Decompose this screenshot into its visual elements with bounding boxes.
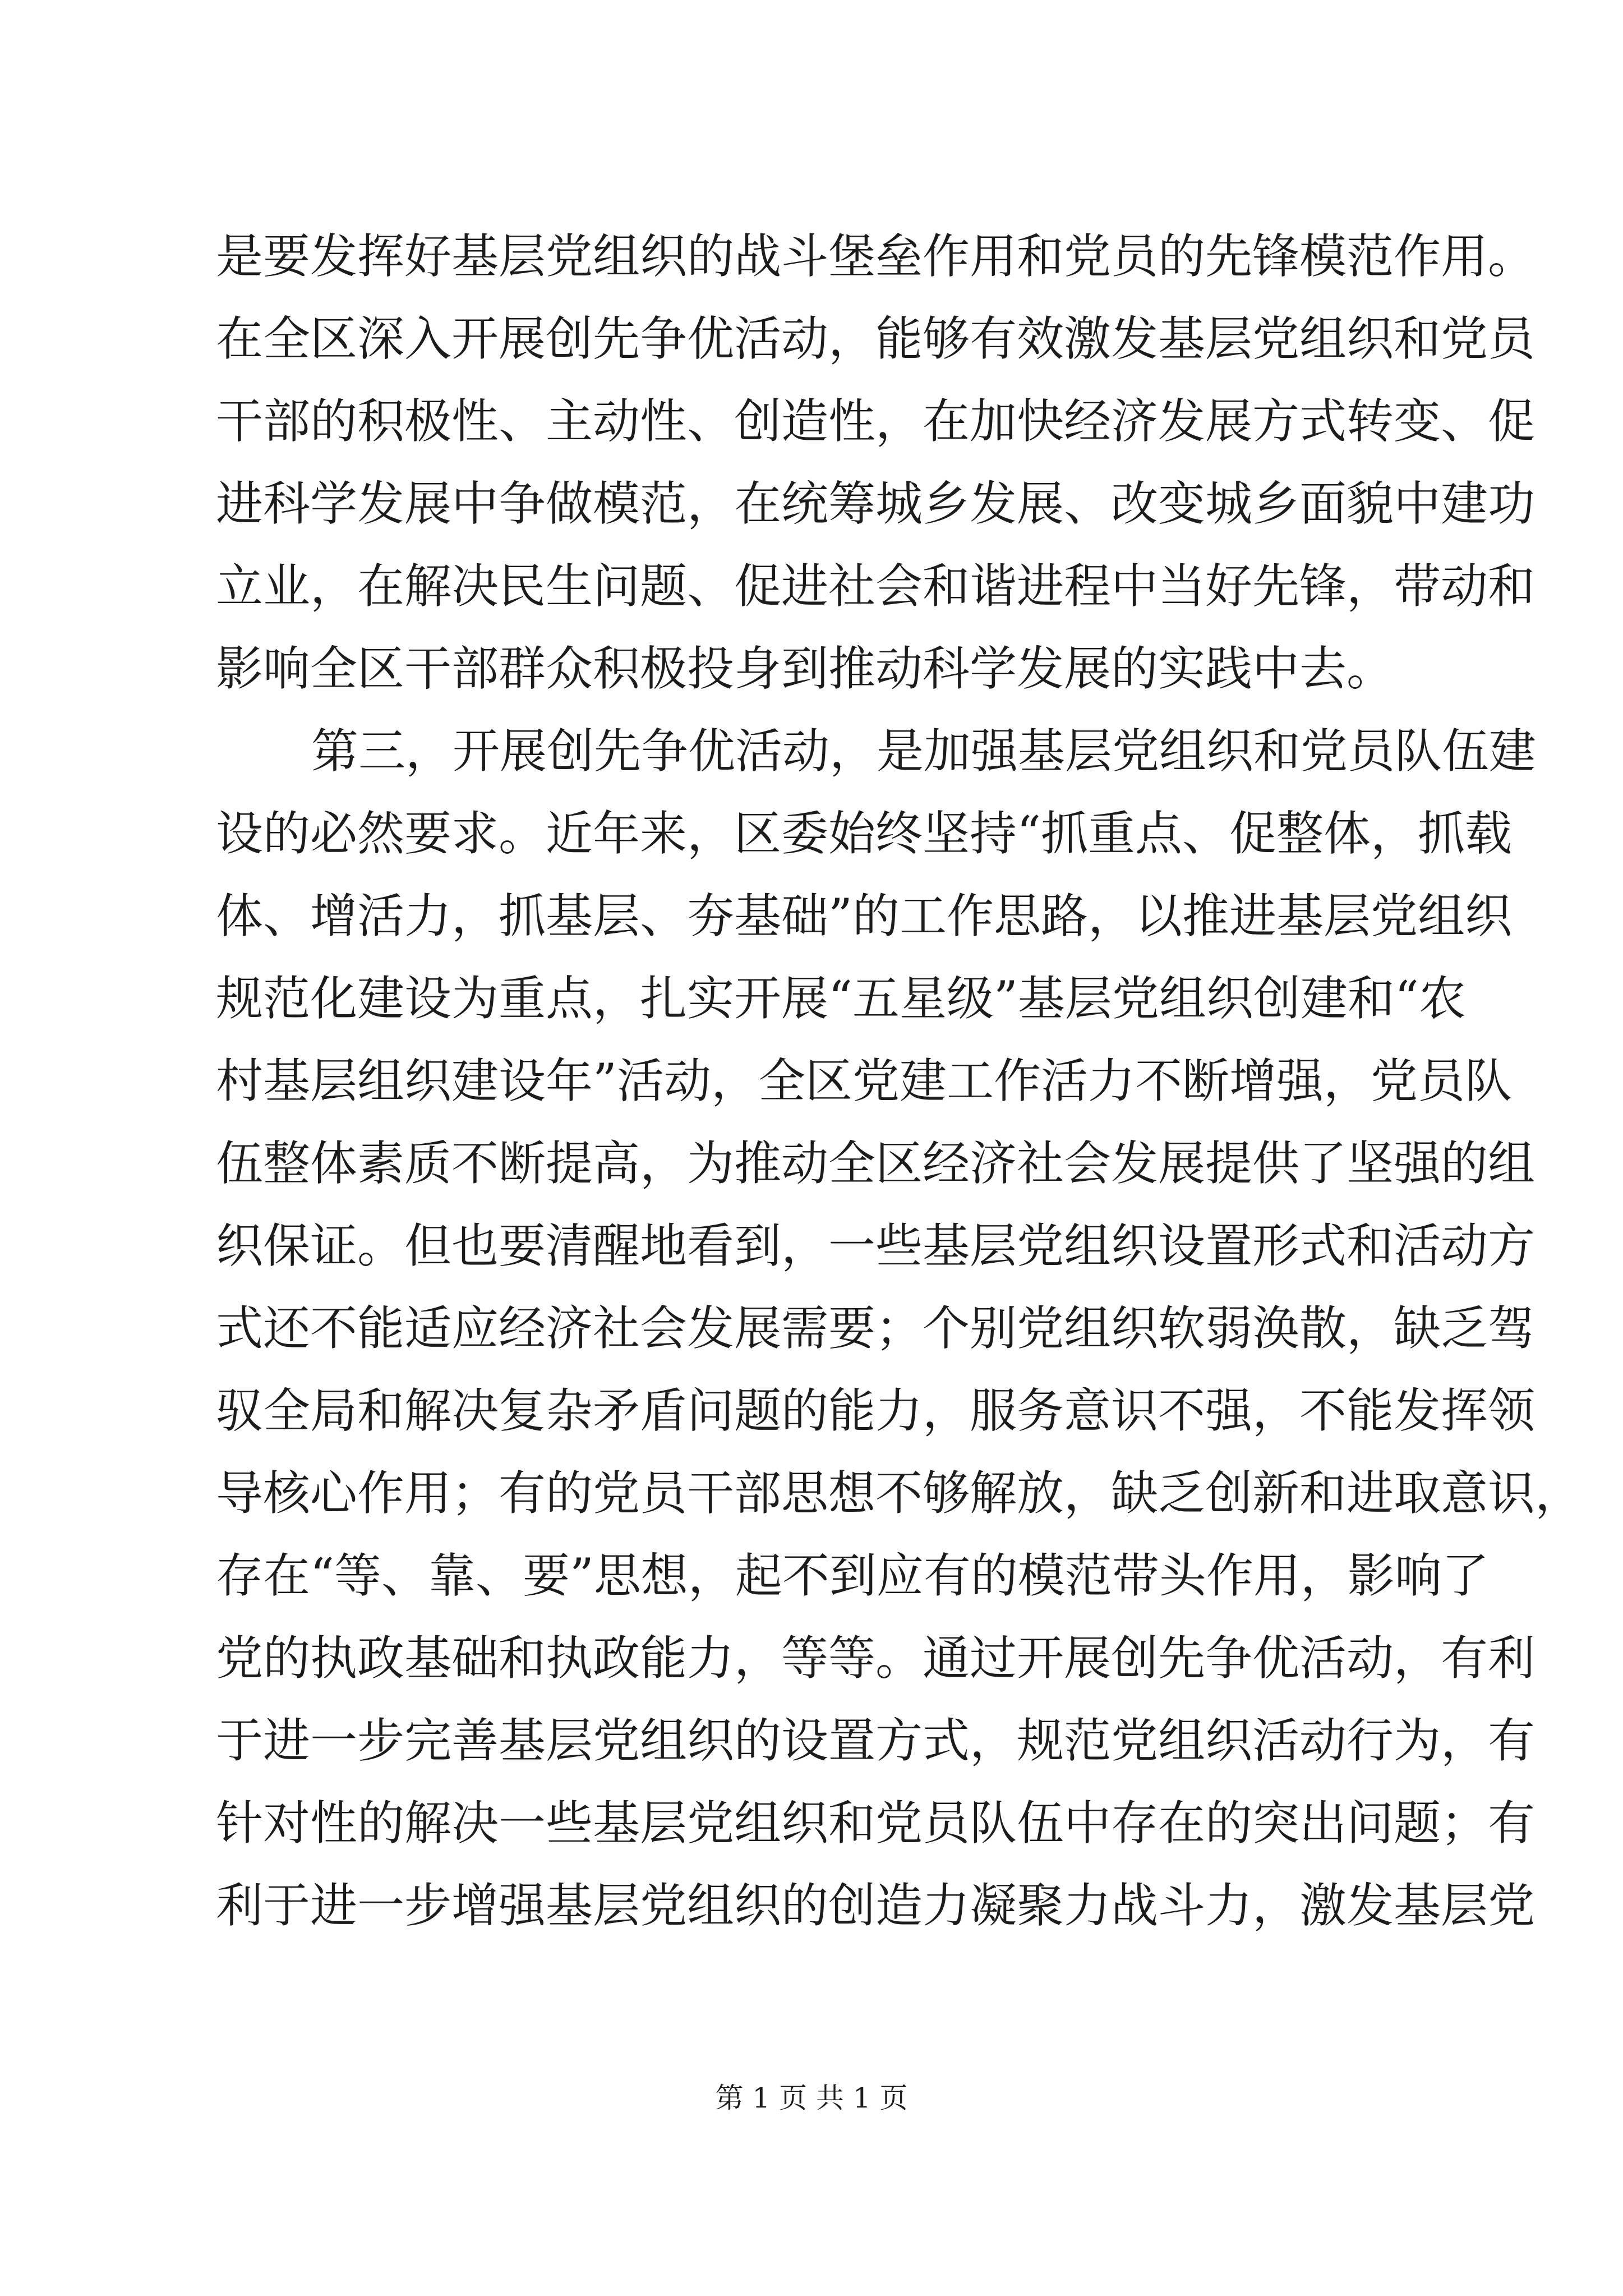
text-line: 利于进一步增强基层党组织的创造力凝聚力战斗力，激发基层党 — [216, 1878, 1536, 1933]
text-line: 党的执政基础和执政能力，等等。通过开展创先争优活动，有利 — [216, 1631, 1536, 1686]
text-line: 设的必然要求。近年来，区委始终坚持“抓重点、促整体，抓载 — [216, 806, 1512, 861]
text-line: 立业，在解决民生问题、促进社会和谐进程中当好先锋，带动和 — [216, 559, 1536, 614]
text-line: 在全区深入开展创先争优活动，能够有效激发基层党组织和党员 — [216, 311, 1536, 366]
text-line: 村基层组织建设年”活动，全区党建工作活力不断增强，党员队 — [216, 1053, 1512, 1108]
text-line: 织保证。但也要清醒地看到，一些基层党组织设置形式和活动方 — [216, 1218, 1536, 1273]
text-line: 导核心作用；有的党员干部思想不够解放，缺乏创新和进取意识， — [216, 1466, 1583, 1521]
page-footer: 第 1 页 共 1 页 — [715, 2082, 908, 2114]
text-line: 干部的积极性、主动性、创造性，在加快经济发展方式转变、促 — [216, 394, 1536, 449]
text-line: 针对性的解决一些基层党组织和党员队伍中存在的突出问题；有 — [216, 1796, 1536, 1851]
document-body — [216, 215, 1583, 1947]
text-line: 存在“等、靠、要”思想，起不到应有的模范带头作用，影响了 — [216, 1548, 1489, 1603]
text-line: 式还不能适应经济社会发展需要；个别党组织软弱涣散，缺乏驾 — [216, 1301, 1536, 1356]
text-line: 伍整体素质不断提高，为推动全区经济社会发展提供了坚强的组 — [216, 1136, 1536, 1191]
text-line: 驭全局和解决复杂矛盾问题的能力，服务意识不强，不能发挥领 — [216, 1383, 1536, 1438]
text-line: 第三，开展创先争优活动，是加强基层党组织和党员队伍建 — [311, 724, 1537, 779]
text-line: 于进一步完善基层党组织的设置方式，规范党组织活动行为，有 — [216, 1713, 1536, 1768]
text-line: 影响全区干部群众积极投身到推动科学发展的实践中去。 — [216, 641, 1394, 696]
text-line: 是要发挥好基层党组织的战斗堡垒作用和党员的先锋模范作用。 — [216, 229, 1536, 284]
text-line: 进科学发展中争做模范，在统筹城乡发展、改变城乡面貌中建功 — [216, 476, 1536, 531]
text-line: 体、增活力，抓基层、夯基础”的工作思路，以推进基层党组织 — [216, 889, 1512, 944]
text-line: 规范化建设为重点，扎实开展“五星级”基层党组织创建和“农 — [216, 971, 1466, 1026]
